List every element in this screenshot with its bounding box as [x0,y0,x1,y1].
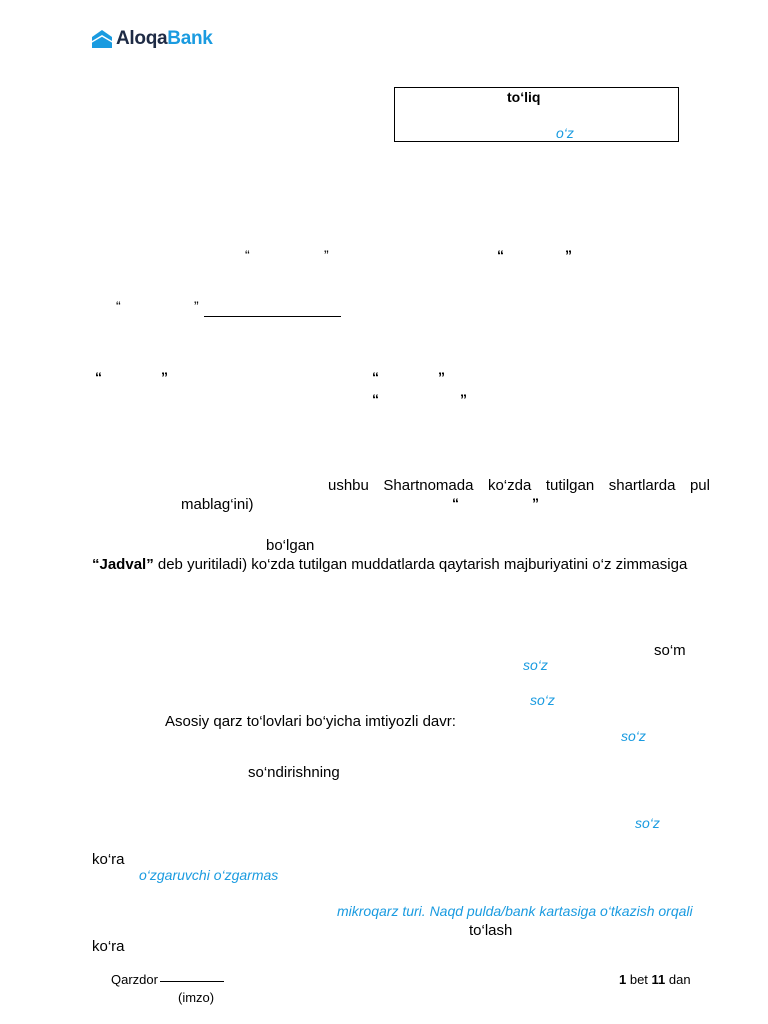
jadval-term: “Jadval” [92,556,154,573]
currency-label: so‘m [654,642,686,659]
quote-close: ” [324,247,329,263]
quote-open: “ [452,495,459,511]
bank-logo [92,28,213,50]
blank-line [204,316,341,317]
body-text: ko‘ra [92,851,125,868]
word: Shartnomada [383,477,474,494]
amount-in-words-placeholder: so‘z [523,657,548,673]
bank-roof-icon [92,30,112,48]
body-text: ko‘ra [92,938,125,955]
page-total: 11 [651,972,666,987]
word: tutilgan [545,477,595,494]
word: ushbu [328,477,369,494]
quote-close: ” [532,495,539,511]
word: shartlarda [608,477,676,494]
page-number: 1 [619,972,627,987]
grace-period-label: Asosiy qarz to‘lovlari bo‘yicha imtiyozli davr: [165,713,456,730]
quote-open: “ [497,247,504,263]
quote-open: “ [95,369,102,385]
quote-close: ” [438,369,445,385]
jadval-text: deb yuritiladi) ko‘zda tutilgan muddatlarda qaytarish majburiyatini o‘z zimmasiga [153,556,688,573]
quote-open: “ [245,247,250,263]
signature-line [160,981,224,982]
quote-close: ” [161,369,168,385]
signature-caption: (imzo) [178,990,215,1005]
page-of: dan [665,972,691,987]
body-text: mablag‘ini) [181,496,254,513]
word: pul [689,477,710,494]
microloan-type-placeholder: mikroqarz turi. Naqd pulda/bank kartasiga o‘tkazish orqali [337,903,693,919]
page-word: bet [626,972,652,987]
borrower-label: Qarzdor [111,972,158,987]
quote-open: “ [116,298,121,314]
grace-in-words-placeholder: so‘z [621,728,646,744]
term-in-words-placeholder: so‘z [530,692,555,708]
box-title: to‘liq [507,89,541,105]
rate-type-placeholder: o‘zgaruvchi o‘zgarmas [139,867,279,883]
word: ko‘zda [487,477,532,494]
logo-text-bank: Bank [167,28,213,49]
page-indicator [619,972,691,987]
logo-text-aloqa: Aloqa [116,28,168,49]
body-text: bo‘lgan [266,537,315,554]
quote-open: “ [372,369,379,385]
body-justified-line [328,477,710,494]
body-text: to‘lash [469,922,513,939]
quote-close: ” [194,298,199,314]
quote-open: “ [372,391,379,407]
jadval-line [92,556,687,573]
quote-close: ” [460,391,467,407]
body-text: so‘ndirishning [248,764,340,781]
rate-in-words-placeholder: so‘z [635,815,660,831]
box-word-placeholder: o‘z [556,125,574,141]
borrower-signature-field [111,972,224,987]
quote-close: ” [565,247,572,263]
